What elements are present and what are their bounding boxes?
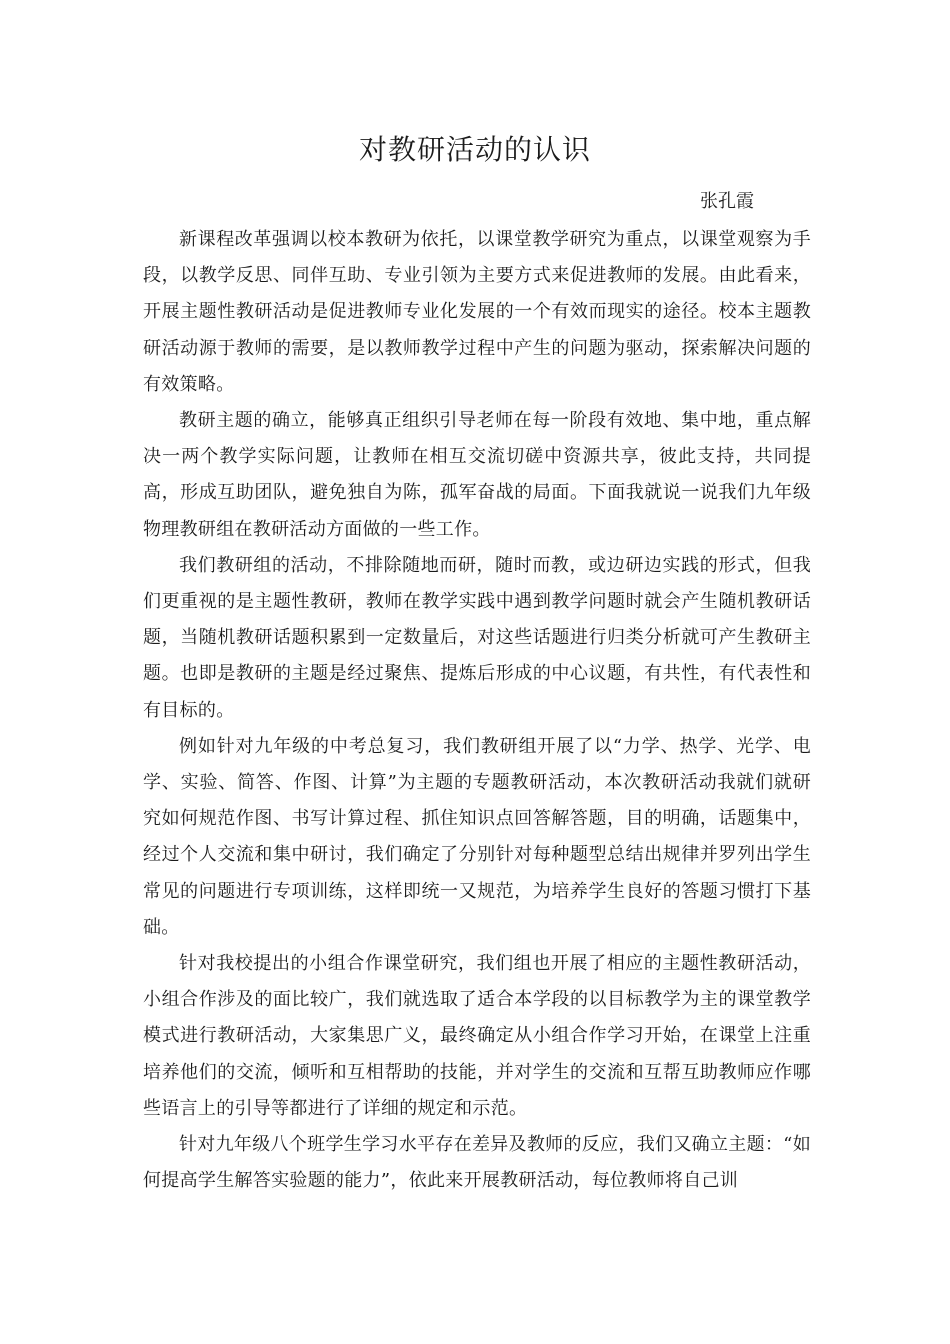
paragraph-1: 新课程改革强调以校本教研为依托，以课堂教学研究为重点，以课堂观察为手段，以教学反思、同伴互助、专业引领为主要方式来促进教师的发展。由此看来，开展主题性教研活动是促进教师专业化发展的一个有效而现实的途径。校本主题教研活动源于教师的需要，是以教师教学过程中产生的问题为驱动，探索解决问题的有效策略。 [143,229,811,395]
paragraph-6: 针对九年级八个班学生学习水平存在差异及教师的反应，我们又确立主题：“如何提高学生解答实验题的能力”，依此来开展教研活动，每位教师将自己训 [143,1134,811,1192]
document-body [143,222,811,1199]
paragraph-4: 例如针对九年级的中考总复习，我们教研组开展了以“力学、热学、光学、电学、实验、简答、作图、计算”为主题的专题教研活动，本次教研活动我就们就研究如何规范作图、书写计算过程、抓住知识点回答解答题，目的明确，话题集中，经过个人交流和集中研讨，我们确定了分别针对每种题型总结出规律并罗列出学生常见的问题进行专项训练，这样即统一又规范，为培养学生良好的答题习惯打下基础。 [143,735,811,938]
paragraph-3: 我们教研组的活动，不排除随地而研，随时而教，或边研边实践的形式，但我们更重视的是主题性教研，教师在教学实践中遇到教学问题时就会产生随机教研话题，当随机教研话题积累到一定数量后，对这些话题进行归类分析就可产生教研主题。也即是教研的主题是经过聚焦、提炼后形成的中心议题，有共性，有代表性和有目标的。 [143,554,811,721]
paragraph-5: 针对我校提出的小组合作课堂研究，我们组也开展了相应的主题性教研活动，小组合作涉及的面比较广，我们就选取了适合本学段的以目标教学为主的课堂教学模式进行教研活动，大家集思广义，最终确定从小组合作学习开始，在课堂上注重培养他们的交流，倾听和互相帮助的技能，并对学生的交流和互帮互助教师应作哪些语言上的引导等都进行了详细的规定和示范。 [143,953,811,1119]
document-title: 对教研活动的认识 [358,133,591,166]
paragraph-2: 教研主题的确立，能够真正组织引导老师在每一阶段有效地、集中地，重点解决一两个教学实际问题，让教师在相互交流切磋中资源共享，彼此支持，共同提高，形成互助团队，避免独自为陈，孤军奋战的局面。下面我就说一说我们九年级物理教研组在教研活动方面做的一些工作。 [143,410,811,540]
author-name: 张孔霞 [700,191,754,212]
